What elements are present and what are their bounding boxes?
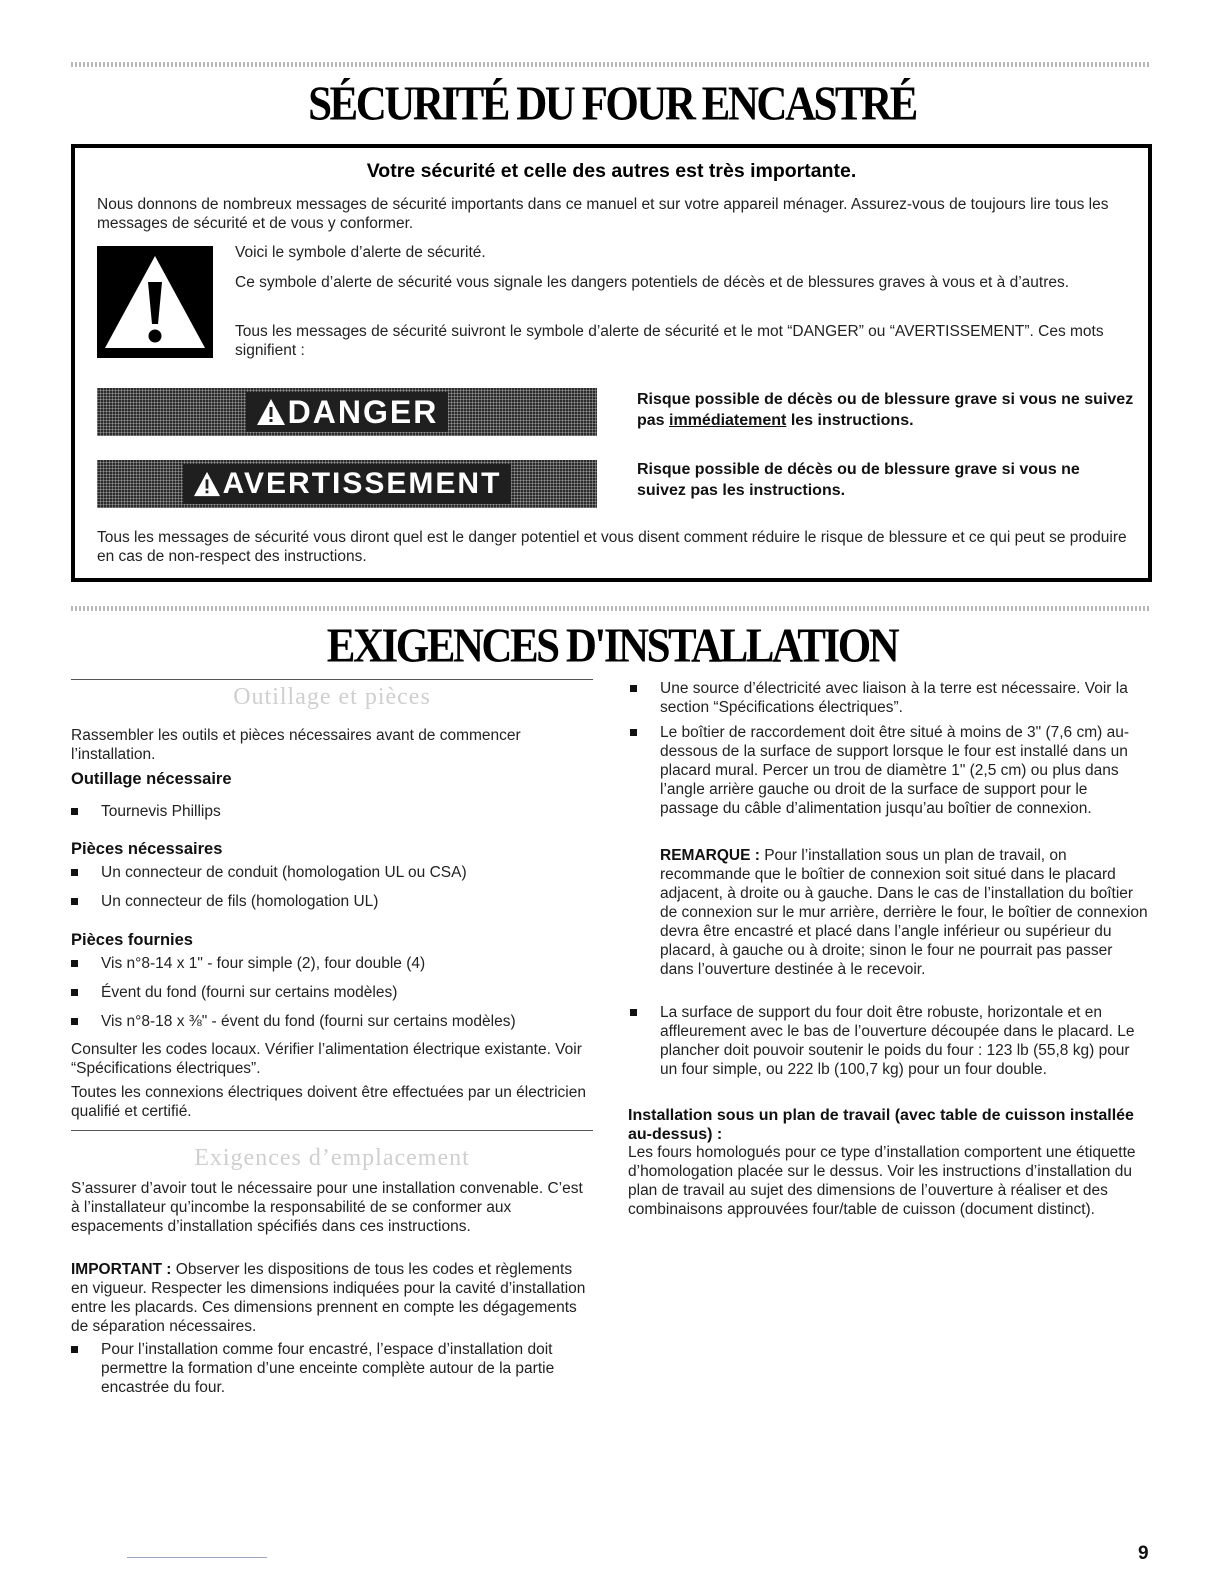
undercounter-heading: Installation sous un plan de travail (avec table de cuisson installée au-dessus) : xyxy=(628,1107,1134,1143)
local-codes-text: Consulter les codes locaux. Vérifier l’alimentation électrique existante. Voir “Spécifications électriques”. xyxy=(71,1041,582,1077)
symbol-text-3: Tous les messages de sécurité suivront le symbole d’alerte de sécurité et le mot “DANGER” ou “AVERTISSEMENT”. Ces mots signifient : xyxy=(235,323,1104,359)
right-bullet-ground-text: Une source d’électricité avec liaison à la terre est nécessaire. Voir la section “Spécifications électriques”. xyxy=(660,680,1128,716)
tools-subheading: Outillage et pièces xyxy=(233,684,431,710)
symbol-text-1: Voici le symbole d’alerte de sécurité. xyxy=(235,244,486,261)
tools-intro: Rassembler les outils et pièces nécessaires avant de commencer l’installation. xyxy=(71,727,521,763)
alert-triangle-icon xyxy=(193,471,221,497)
right-bullet-junction-box-text: Le boîtier de raccordement doit être situé à moins de 3" (7,6 cm) au-dessous de la surface de support lorsque le four est installé dans un placard mural. Percer un trou de diamètre 1" (2,5 cm) ou plus dans l’angle arrière gauche ou droit de la surface de support pour le passage du câble d’alimentation jusqu’au boîtier de connexion. xyxy=(660,724,1130,817)
danger-desc-end: les instructions. xyxy=(786,412,914,429)
bullet-square-icon xyxy=(630,685,637,692)
page-number: 9 xyxy=(1138,1543,1149,1564)
parts-needed-item xyxy=(101,863,591,882)
right-bullet-support-text: La surface de support du four doit être robuste, horizontale et en affleurement avec le bas de l’ouverture découpée dans le placard. Le plancher doit pouvoir soutenir le poids du four : 123 lb (55,8 kg) pour un four simple, ou 222 lb (100,7 kg) pour un four double. xyxy=(660,1004,1135,1078)
danger-desc-start: Risque possible de décès ou de blessure grave si vous ne suivez pas xyxy=(637,391,1134,429)
location-rule xyxy=(71,1130,593,1131)
safety-intro: Nous donnons de nombreux messages de sécurité importants dans ce manuel et sur votre appareil ménager. Assurez-vous de toujours lire tous les messages de sécurité et de vous y conformer. xyxy=(97,196,1109,232)
warning-word: AVERTISSEMENT xyxy=(222,467,502,500)
danger-signal-bar xyxy=(97,388,597,436)
bullet-square-icon xyxy=(630,729,637,736)
bullet-square-icon xyxy=(71,869,78,876)
bullet-square-icon xyxy=(71,960,78,967)
note-text: Pour l’installation sous un plan de travail, on recommande que le boîtier de connexion soit situé dans le placard adjacent, à droite ou à gauche. Dans le cas de l’installation du boîtier de connexion sur le mur arrière, derrière le four, le boîtier de connexion devra être encastré et placé dans l’angle inférieur ou supérieur du placard, à gauche ou à droite; sinon le four ne pourrait pas passer dans l’ouverture destinée à le recevoir. xyxy=(660,847,1148,978)
note-paragraph xyxy=(660,846,1150,979)
right-bullet-ground xyxy=(660,679,1150,717)
parts-supplied-item xyxy=(101,983,591,1002)
bullet-square-icon xyxy=(71,808,78,815)
right-bullet-junction-box xyxy=(660,723,1150,818)
symbol-text-2: Ce symbole d’alerte de sécurité vous signale les dangers potentiels de décès et de blessures graves à vous et à d’autres. xyxy=(235,274,1070,291)
safety-box xyxy=(71,144,1152,582)
danger-word: DANGER xyxy=(287,393,439,430)
safety-alert-symbol-box xyxy=(97,246,213,358)
middle-dotted-separator xyxy=(71,606,1151,611)
parts-supplied-item-text: Évent du fond (fourni sur certains modèles) xyxy=(101,984,398,1001)
important-paragraph xyxy=(71,1260,593,1336)
tools-needed-heading: Outillage nécessaire xyxy=(71,770,232,788)
footer-rule xyxy=(127,1557,267,1558)
tools-rule xyxy=(71,679,593,680)
tools-needed-item-text: Tournevis Phillips xyxy=(101,803,221,820)
location-bullet xyxy=(101,1340,593,1397)
alert-triangle-icon xyxy=(256,398,286,426)
location-subheading: Exigences d’emplacement xyxy=(194,1145,470,1171)
parts-supplied-item-text: Vis n°8-18 x ⅜" - évent du fond (fourni sur certains modèles) xyxy=(101,1013,516,1030)
parts-supplied-item-text: Vis n°8-14 x 1" - four simple (2), four double (4) xyxy=(101,955,426,972)
parts-needed-item xyxy=(101,892,591,911)
important-text: Observer les dispositions de tous les codes et règlements en vigueur. Respecter les dimensions indiquées pour la cavité d’installation entre les placards. Ces dimensions prennent en compte les dégagements de séparation nécessaires. xyxy=(71,1261,586,1335)
parts-needed-item-text: Un connecteur de fils (homologation UL) xyxy=(101,893,379,910)
top-dotted-separator xyxy=(71,62,1151,67)
warning-signal-label xyxy=(183,464,512,504)
safety-box-heading: Votre sécurité et celle des autres est très importante. xyxy=(366,160,857,182)
parts-supplied-heading: Pièces fournies xyxy=(71,931,193,949)
tools-needed-item xyxy=(101,802,591,821)
bullet-square-icon xyxy=(71,989,78,996)
electrician-text: Toutes les connexions électriques doivent être effectuées par un électricien qualifié et certifié. xyxy=(71,1084,586,1120)
bullet-square-icon xyxy=(71,1018,78,1025)
note-label: REMARQUE : xyxy=(660,847,760,864)
safety-closing: Tous les messages de sécurité vous diront quel est le danger potentiel et vous disent comment réduire le risque de blessure et ce qui peut se produire en cas de non-respect des instructions. xyxy=(97,529,1127,565)
right-bullet-support xyxy=(660,1003,1150,1079)
important-label: IMPORTANT : xyxy=(71,1261,172,1278)
danger-signal-label xyxy=(246,392,449,432)
bullet-square-icon xyxy=(71,1346,78,1353)
bullet-square-icon xyxy=(630,1009,637,1016)
bullet-square-icon xyxy=(71,898,78,905)
warning-description: Risque possible de décès ou de blessure grave si vous ne suivez pas les instructions. xyxy=(637,461,1080,499)
location-intro: S’assurer d’avoir tout le nécessaire pour une installation convenable. C’est à l’installateur qu’incombe la responsabilité de se conformer aux espacements d’installation spécifiés dans ces instructions. xyxy=(71,1180,583,1235)
warning-triangle-icon xyxy=(97,246,213,358)
warning-signal-bar xyxy=(97,460,597,508)
parts-needed-heading: Pièces nécessaires xyxy=(71,840,223,858)
safety-title: SÉCURITÉ DU FOUR ENCASTRÉ xyxy=(308,78,916,131)
parts-needed-item-text: Un connecteur de conduit (homologation UL ou CSA) xyxy=(101,864,467,881)
undercounter-text: Les fours homologués pour ce type d’installation comportent une étiquette d’homologation placée sur le dessus. Voir les instructions d’installation du plan de travail au sujet des dimensions de l’ouverture à réaliser et des combinaisons approuvées four/table de cuisson (document distinct). xyxy=(628,1144,1136,1218)
parts-supplied-item xyxy=(101,1012,591,1031)
installation-title: EXIGENCES D'INSTALLATION xyxy=(326,620,898,673)
location-bullet-text: Pour l’installation comme four encastré, l’espace d’installation doit permettre la formation d’une enceinte complète autour de la partie encastrée du four. xyxy=(101,1341,555,1396)
danger-description xyxy=(637,389,1147,431)
danger-desc-emphasis: immédiatement xyxy=(669,412,787,429)
parts-supplied-item xyxy=(101,954,591,973)
